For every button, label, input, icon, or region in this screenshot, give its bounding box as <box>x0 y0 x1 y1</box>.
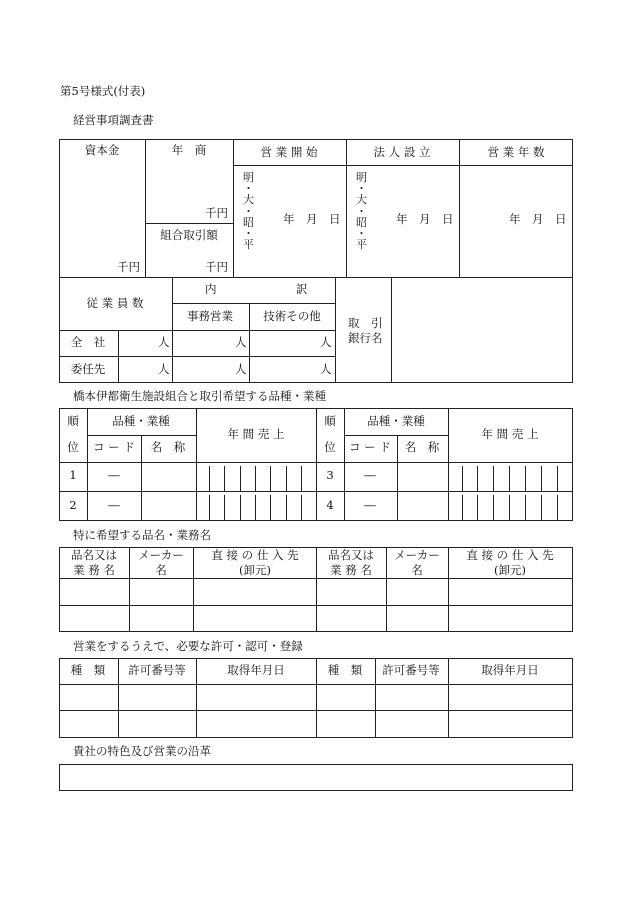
years-month: 月 <box>532 212 544 226</box>
item-name-header-1: 品名又は <box>71 548 117 562</box>
rank-1: 1 <box>69 468 77 482</box>
coop-transactions-unit: 千円 <box>205 260 228 274</box>
form-number: 第5号様式(付表) <box>60 84 146 98</box>
code-label: コ ー ド <box>349 440 391 454</box>
era-showa: 昭 <box>243 215 254 229</box>
permits-title: 営業をするうえで、必要な許可・認可・登録 <box>73 639 303 653</box>
trade-section-title: 橋本伊都衛生施設組合と取引希望する品種・業種 <box>73 389 326 403</box>
maker-header-1: メーカー <box>138 548 184 562</box>
supplier-header-1: 直 接 の 仕 入 先 <box>211 548 299 562</box>
era-dot: ・ <box>243 227 254 241</box>
person-unit: 人 <box>158 335 170 349</box>
history-box <box>59 764 573 791</box>
incorp-day: 日 <box>442 212 454 226</box>
era-showa: 昭 <box>356 215 367 229</box>
start-day: 日 <box>329 212 341 226</box>
code-dash: ― <box>364 498 376 512</box>
era-column-start <box>243 172 254 250</box>
order-label-1: 順 <box>324 414 336 428</box>
item-name-header-1: 品名又は <box>328 548 374 562</box>
person-unit: 人 <box>235 362 247 376</box>
person-unit: 人 <box>320 335 332 349</box>
rank-4: 4 <box>326 498 334 512</box>
employees-label: 従 業 員 数 <box>86 296 144 310</box>
kind-header: 種 類 <box>70 663 106 677</box>
era-dot: ・ <box>356 182 367 196</box>
maker-header-2: 名 <box>155 563 167 577</box>
incorp-month: 月 <box>419 212 431 226</box>
breakdown-label-2: 訳 <box>296 282 308 296</box>
business-start-label: 営 業 開 始 <box>260 145 318 159</box>
era-dot: ・ <box>356 227 367 241</box>
name-label: 名 称 <box>404 440 440 454</box>
entrusted-label: 委任先 <box>70 362 106 376</box>
order-label-2: 位 <box>67 440 79 454</box>
era-heisei: 平 <box>243 238 254 252</box>
capital-unit: 千円 <box>117 260 140 274</box>
annual-sales-label: 年 商 <box>171 143 207 157</box>
era-column-incorporation <box>356 172 367 250</box>
supplier-header-2: (卸元) <box>239 563 271 577</box>
permit-number-header: 許可番号等 <box>382 663 440 677</box>
person-unit: 人 <box>158 362 170 376</box>
item-name-header-2: 業 務 名 <box>330 563 372 577</box>
era-taisho: 大 <box>356 193 367 207</box>
item-name-header-2: 業 務 名 <box>73 563 115 577</box>
era-meiji: 明 <box>356 171 367 184</box>
rank-2: 2 <box>69 498 77 512</box>
acquired-date-header: 取得年月日 <box>481 663 539 677</box>
person-unit: 人 <box>235 335 247 349</box>
era-meiji: 明 <box>243 171 254 184</box>
person-unit: 人 <box>320 362 332 376</box>
capital-label: 資本金 <box>84 143 120 157</box>
annual-sales-header: 年 間 売 上 <box>227 427 285 441</box>
acquired-date-header: 取得年月日 <box>227 663 285 677</box>
coop-transactions-label: 組合取引額 <box>160 228 218 242</box>
office-sales-label: 事務営業 <box>187 309 233 323</box>
era-heisei: 平 <box>356 238 367 252</box>
supplier-header-1: 直 接 の 仕 入 先 <box>466 548 554 562</box>
kind-header: 種 類 <box>327 663 363 677</box>
annual-sales-unit: 千円 <box>205 206 228 220</box>
item-type-label: 品種・業種 <box>112 414 170 428</box>
years-day: 日 <box>555 212 567 226</box>
name-label: 名 称 <box>150 440 186 454</box>
code-dash: ― <box>108 468 120 482</box>
incorp-year: 年 <box>396 212 408 226</box>
annual-sales-header: 年 間 売 上 <box>481 427 539 441</box>
technical-other-label: 技術その他 <box>263 309 321 323</box>
years-year: 年 <box>509 212 521 226</box>
item-type-label: 品種・業種 <box>367 414 425 428</box>
era-dot: ・ <box>356 204 367 218</box>
maker-header-1: メーカー <box>394 548 440 562</box>
supplier-header-2: (卸元) <box>494 563 526 577</box>
company-total-label: 全 社 <box>70 335 106 349</box>
code-dash: ― <box>364 468 376 482</box>
rank-3: 3 <box>326 468 334 482</box>
bank-label-1: 取 引 <box>348 316 383 330</box>
years-label: 営 業 年 数 <box>487 145 545 159</box>
order-label-2: 位 <box>324 440 336 454</box>
maker-header-2: 名 <box>411 563 423 577</box>
era-taisho: 大 <box>243 193 254 207</box>
start-year: 年 <box>283 212 295 226</box>
order-label-1: 順 <box>67 414 79 428</box>
era-dot: ・ <box>243 182 254 196</box>
bank-label-2: 銀行名 <box>348 331 383 345</box>
form-title: 経営事項調査書 <box>73 113 154 127</box>
era-dot: ・ <box>243 204 254 218</box>
permit-number-header: 許可番号等 <box>128 663 186 677</box>
code-label: コ ー ド <box>93 440 135 454</box>
incorporation-label: 法 人 設 立 <box>373 145 431 159</box>
breakdown-label-1: 内 <box>205 282 217 296</box>
code-dash: ― <box>108 498 120 512</box>
history-title: 貴社の特色及び営業の沿革 <box>73 744 211 758</box>
start-month: 月 <box>306 212 318 226</box>
preferred-items-title: 特に希望する品名・業務名 <box>73 528 211 542</box>
